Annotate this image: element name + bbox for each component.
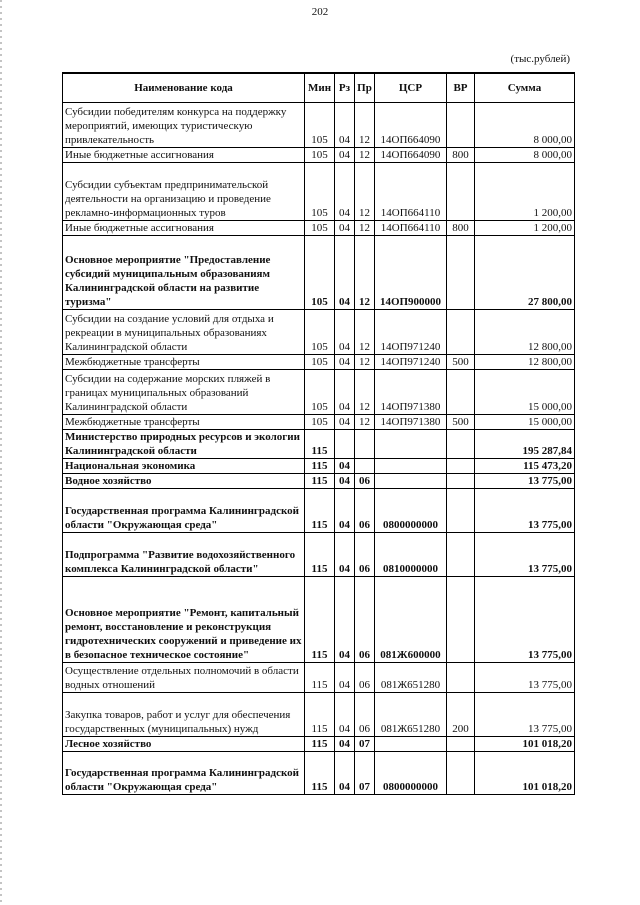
row-sum: 27 800,00 [475,236,575,310]
row-sum: 115 473,20 [475,459,575,474]
row-sum: 195 287,84 [475,430,575,459]
row-sum: 15 000,00 [475,415,575,430]
row-min: 105 [305,370,335,415]
row-csr [375,459,447,474]
row-vr [447,752,475,795]
table-row [63,148,575,163]
row-pr: 12 [355,415,375,430]
row-name: Основное мероприятие "Ремонт, капитальный ремонт, восстановление и реконструкция гидротехнических сооружений и приведение их в безопасное техническое состояние" [63,577,305,663]
row-rz: 04 [335,459,355,474]
row-vr [447,103,475,148]
row-vr [447,370,475,415]
header-vr: ВР [447,73,475,103]
table-row [63,752,575,795]
row-vr [447,489,475,533]
row-name: Межбюджетные трансферты [63,355,305,370]
row-vr [447,236,475,310]
row-vr: 800 [447,148,475,163]
row-pr: 06 [355,474,375,489]
row-rz: 04 [335,236,355,310]
row-csr: 0810000000 [375,533,447,577]
row-name: Министерство природных ресурсов и экологии Калининградской области [63,430,305,459]
row-csr: 0800000000 [375,489,447,533]
row-sum: 12 800,00 [475,310,575,355]
table-row [63,663,575,693]
row-rz: 04 [335,221,355,236]
row-sum: 1 200,00 [475,163,575,221]
row-sum: 13 775,00 [475,663,575,693]
header-min: Мин [305,73,335,103]
row-name: Осуществление отдельных полномочий в области водных отношений [63,663,305,693]
row-csr: 14ОП664090 [375,103,447,148]
row-pr [355,459,375,474]
table-row [63,236,575,310]
row-vr: 800 [447,221,475,236]
row-rz: 04 [335,693,355,737]
table-row [63,533,575,577]
row-csr: 081Ж600000 [375,577,447,663]
row-vr [447,663,475,693]
row-sum: 1 200,00 [475,221,575,236]
row-pr: 06 [355,533,375,577]
row-name: Субсидии на содержание морских пляжей в границах муниципальных образований Калининградской области [63,370,305,415]
table-row [63,474,575,489]
row-min: 115 [305,474,335,489]
row-vr [447,577,475,663]
table-row [63,430,575,459]
header-csr: ЦСР [375,73,447,103]
row-csr: 14ОП971380 [375,415,447,430]
table-row [63,370,575,415]
row-rz: 04 [335,355,355,370]
row-name: Подпрограмма "Развитие водохозяйственного комплекса Калининградской области" [63,533,305,577]
row-sum: 101 018,20 [475,737,575,752]
row-min: 115 [305,533,335,577]
row-pr: 06 [355,489,375,533]
row-name: Закупка товаров, работ и услуг для обеспечения государственных (муниципальных) нужд [63,693,305,737]
row-pr: 12 [355,355,375,370]
row-sum: 8 000,00 [475,148,575,163]
row-csr: 14ОП971240 [375,310,447,355]
row-pr: 12 [355,103,375,148]
row-min: 105 [305,355,335,370]
row-min: 115 [305,459,335,474]
row-vr: 500 [447,355,475,370]
row-min: 105 [305,148,335,163]
row-min: 105 [305,163,335,221]
row-rz [335,430,355,459]
row-sum: 13 775,00 [475,533,575,577]
row-sum: 15 000,00 [475,370,575,415]
header-pr: Пр [355,73,375,103]
row-min: 115 [305,663,335,693]
row-min: 115 [305,489,335,533]
row-sum: 13 775,00 [475,693,575,737]
row-csr: 14ОП664090 [375,148,447,163]
row-vr: 200 [447,693,475,737]
row-rz: 04 [335,310,355,355]
table-row [63,310,575,355]
row-csr: 081Ж651280 [375,693,447,737]
row-pr: 12 [355,236,375,310]
row-rz: 04 [335,370,355,415]
row-vr [447,310,475,355]
row-pr: 07 [355,752,375,795]
page-number: 202 [311,6,329,18]
table-row [63,459,575,474]
header-rz: Рз [335,73,355,103]
row-min: 105 [305,236,335,310]
row-rz: 04 [335,577,355,663]
row-name: Лесное хозяйство [63,737,305,752]
row-pr: 12 [355,148,375,163]
table-row [63,163,575,221]
budget-table [62,72,575,795]
row-csr: 14ОП971380 [375,370,447,415]
row-csr: 14ОП664110 [375,221,447,236]
table-row [63,415,575,430]
row-pr: 06 [355,577,375,663]
row-csr [375,737,447,752]
row-pr: 07 [355,737,375,752]
row-vr [447,459,475,474]
row-name: Государственная программа Калининградской области "Окружающая среда" [63,489,305,533]
row-name: Иные бюджетные ассигнования [63,148,305,163]
row-rz: 04 [335,533,355,577]
row-name: Иные бюджетные ассигнования [63,221,305,236]
row-sum: 13 775,00 [475,474,575,489]
row-vr [447,430,475,459]
row-csr: 14ОП971240 [375,355,447,370]
table-row [63,693,575,737]
row-min: 115 [305,430,335,459]
row-name: Субсидии на создание условий для отдыха и рекреации в муниципальных образованиях Калининградской области [63,310,305,355]
table-body [63,103,575,795]
row-vr [447,163,475,221]
row-rz: 04 [335,737,355,752]
scan-edge [0,0,2,905]
row-pr: 12 [355,163,375,221]
row-pr [355,430,375,459]
row-name: Основное мероприятие "Предоставление субсидий муниципальным образованиям Калининградской области на развитие туризма" [63,236,305,310]
row-min: 115 [305,752,335,795]
row-min: 115 [305,577,335,663]
row-rz: 04 [335,148,355,163]
row-name: Водное хозяйство [63,474,305,489]
table-row [63,737,575,752]
table-row [63,355,575,370]
row-name: Национальная экономика [63,459,305,474]
row-sum: 12 800,00 [475,355,575,370]
row-name: Государственная программа Калининградской области "Окружающая среда" [63,752,305,795]
row-sum: 13 775,00 [475,577,575,663]
row-rz: 04 [335,663,355,693]
units-label: (тыс.рублей) [510,53,570,65]
row-vr: 500 [447,415,475,430]
row-sum: 101 018,20 [475,752,575,795]
row-sum: 8 000,00 [475,103,575,148]
row-rz: 04 [335,752,355,795]
row-csr: 0800000000 [375,752,447,795]
row-sum: 13 775,00 [475,489,575,533]
table-row [63,489,575,533]
row-rz: 04 [335,163,355,221]
row-name: Межбюджетные трансферты [63,415,305,430]
row-name: Субсидии субъектам предпринимательской деятельности на организацию и проведение рекламно-информационных туров [63,163,305,221]
table-row [63,221,575,236]
row-name: Субсидии победителям конкурса на поддержку мероприятий, имеющих туристическую привлекательность [63,103,305,148]
row-min: 105 [305,415,335,430]
header-name: Наименование кода [63,73,305,103]
row-min: 105 [305,310,335,355]
row-rz: 04 [335,415,355,430]
row-min: 105 [305,103,335,148]
row-pr: 12 [355,370,375,415]
row-min: 115 [305,693,335,737]
row-csr: 14ОП900000 [375,236,447,310]
row-csr [375,474,447,489]
row-rz: 04 [335,489,355,533]
row-min: 115 [305,737,335,752]
table-header [63,73,575,103]
table-row [63,577,575,663]
row-vr [447,533,475,577]
row-rz: 04 [335,474,355,489]
row-csr: 081Ж651280 [375,663,447,693]
row-pr: 06 [355,663,375,693]
row-vr [447,474,475,489]
table-row [63,103,575,148]
row-min: 105 [305,221,335,236]
row-rz: 04 [335,103,355,148]
row-pr: 06 [355,693,375,737]
row-vr [447,737,475,752]
row-csr: 14ОП664110 [375,163,447,221]
row-csr [375,430,447,459]
row-pr: 12 [355,221,375,236]
row-pr: 12 [355,310,375,355]
header-sum: Сумма [475,73,575,103]
